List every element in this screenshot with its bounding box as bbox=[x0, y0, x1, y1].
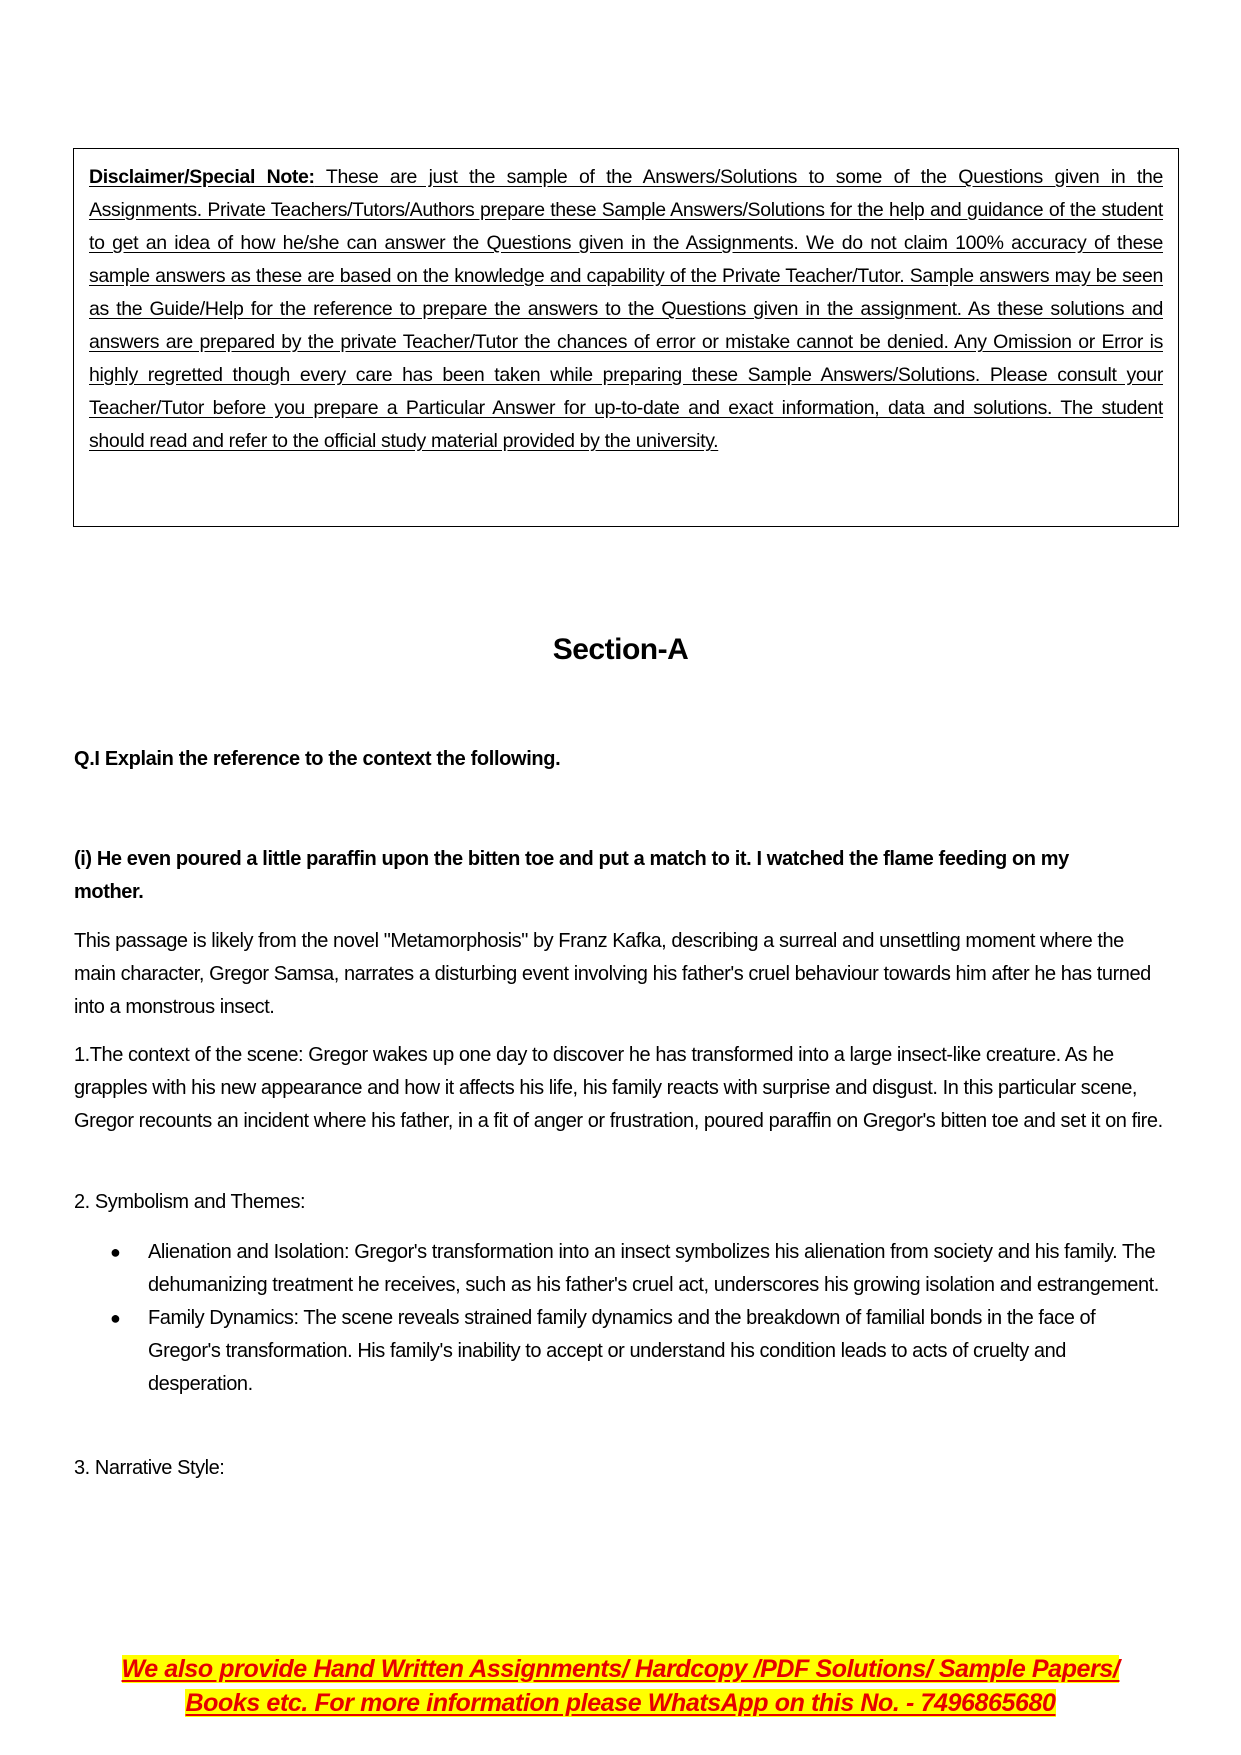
theme-text: Alienation and Isolation: Gregor's transformation into an insect symbolizes his alienation from society and his family. The dehumanizing treatment he receives, such as his father's cruel act, underscores his growing isolation and estrangement. bbox=[148, 1241, 1159, 1296]
disclaimer-text bbox=[89, 161, 1163, 458]
disclaimer-body: These are just the sample of the Answers/Solutions to some of the Questions given in the Assignments. Private Teachers/Tutors/Authors prepare these Sample Answers/Solutions for the help and guidance of the student to get an idea of how he/she can answer the Questions given in the Assignments. We do not claim 100% accuracy of these sample answers as these are based on the knowledge and capability of the Private Teacher/Tutor. Sample answers may be seen as the Guide/Help for the reference to prepare the answers to the Questions given in the assignment. As these solutions and answers are prepared by the private Teacher/Tutor the chances of error or mistake cannot be denied. Any Omission or Error is highly regretted though every care has been taken while preparing these Sample Answers/Solutions. Please consult your Teacher/Tutor before you prepare a Particular Answer for up-to-date and exact information, data and solutions. The student should read and refer to the official study material provided by the university. bbox=[89, 166, 1163, 452]
bullet-icon: ● bbox=[110, 1308, 121, 1328]
promo-footer bbox=[0, 1652, 1241, 1720]
themes-heading: 2. Symbolism and Themes: bbox=[74, 1191, 306, 1213]
themes-list bbox=[74, 1236, 1164, 1401]
answer-context: 1.The context of the scene: Gregor wakes up one day to discover he has transformed into a large insect-like creature. As he grapples with his new appearance and how it affects his life, his family reacts with surprise and disgust. In this particular scene, Gregor recounts an incident where his father, in a fit of anger or frustration, poured paraffin on Gregor's bitten toe and set it on fire. bbox=[74, 1044, 1163, 1132]
promo-line-2: Books etc. For more information please WhatsApp on this No. - 7496865680 bbox=[185, 1689, 1056, 1717]
list-item bbox=[74, 1236, 1164, 1302]
disclaimer-box bbox=[73, 148, 1179, 527]
list-item bbox=[74, 1302, 1164, 1401]
narrative-heading: 3. Narrative Style: bbox=[74, 1457, 225, 1479]
theme-text: Family Dynamics: The scene reveals strained family dynamics and the breakdown of familial bonds in the face of Gregor's transformation. His family's inability to accept or understand his condition leads to acts of cruelty and desperation. bbox=[148, 1307, 1096, 1395]
section-title: Section-A bbox=[552, 633, 689, 666]
question-heading: Q.I Explain the reference to the context the following. bbox=[74, 748, 561, 770]
promo-line-1: We also provide Hand Written Assignments/ Hardcopy /PDF Solutions/ Sample Papers/ bbox=[121, 1655, 1120, 1683]
question-quote: (i) He even poured a little paraffin upon the bitten toe and put a match to it. I watched the flame feeding on my mother. bbox=[74, 848, 1069, 903]
answer-intro: This passage is likely from the novel "Metamorphosis" by Franz Kafka, describing a surreal and unsettling moment where the main character, Gregor Samsa, narrates a disturbing event involving his father's cruel behaviour towards him after he has turned into a monstrous insect. bbox=[74, 930, 1151, 1018]
disclaimer-lead: Disclaimer/Special Note: bbox=[89, 166, 315, 188]
bullet-icon: ● bbox=[110, 1242, 121, 1262]
